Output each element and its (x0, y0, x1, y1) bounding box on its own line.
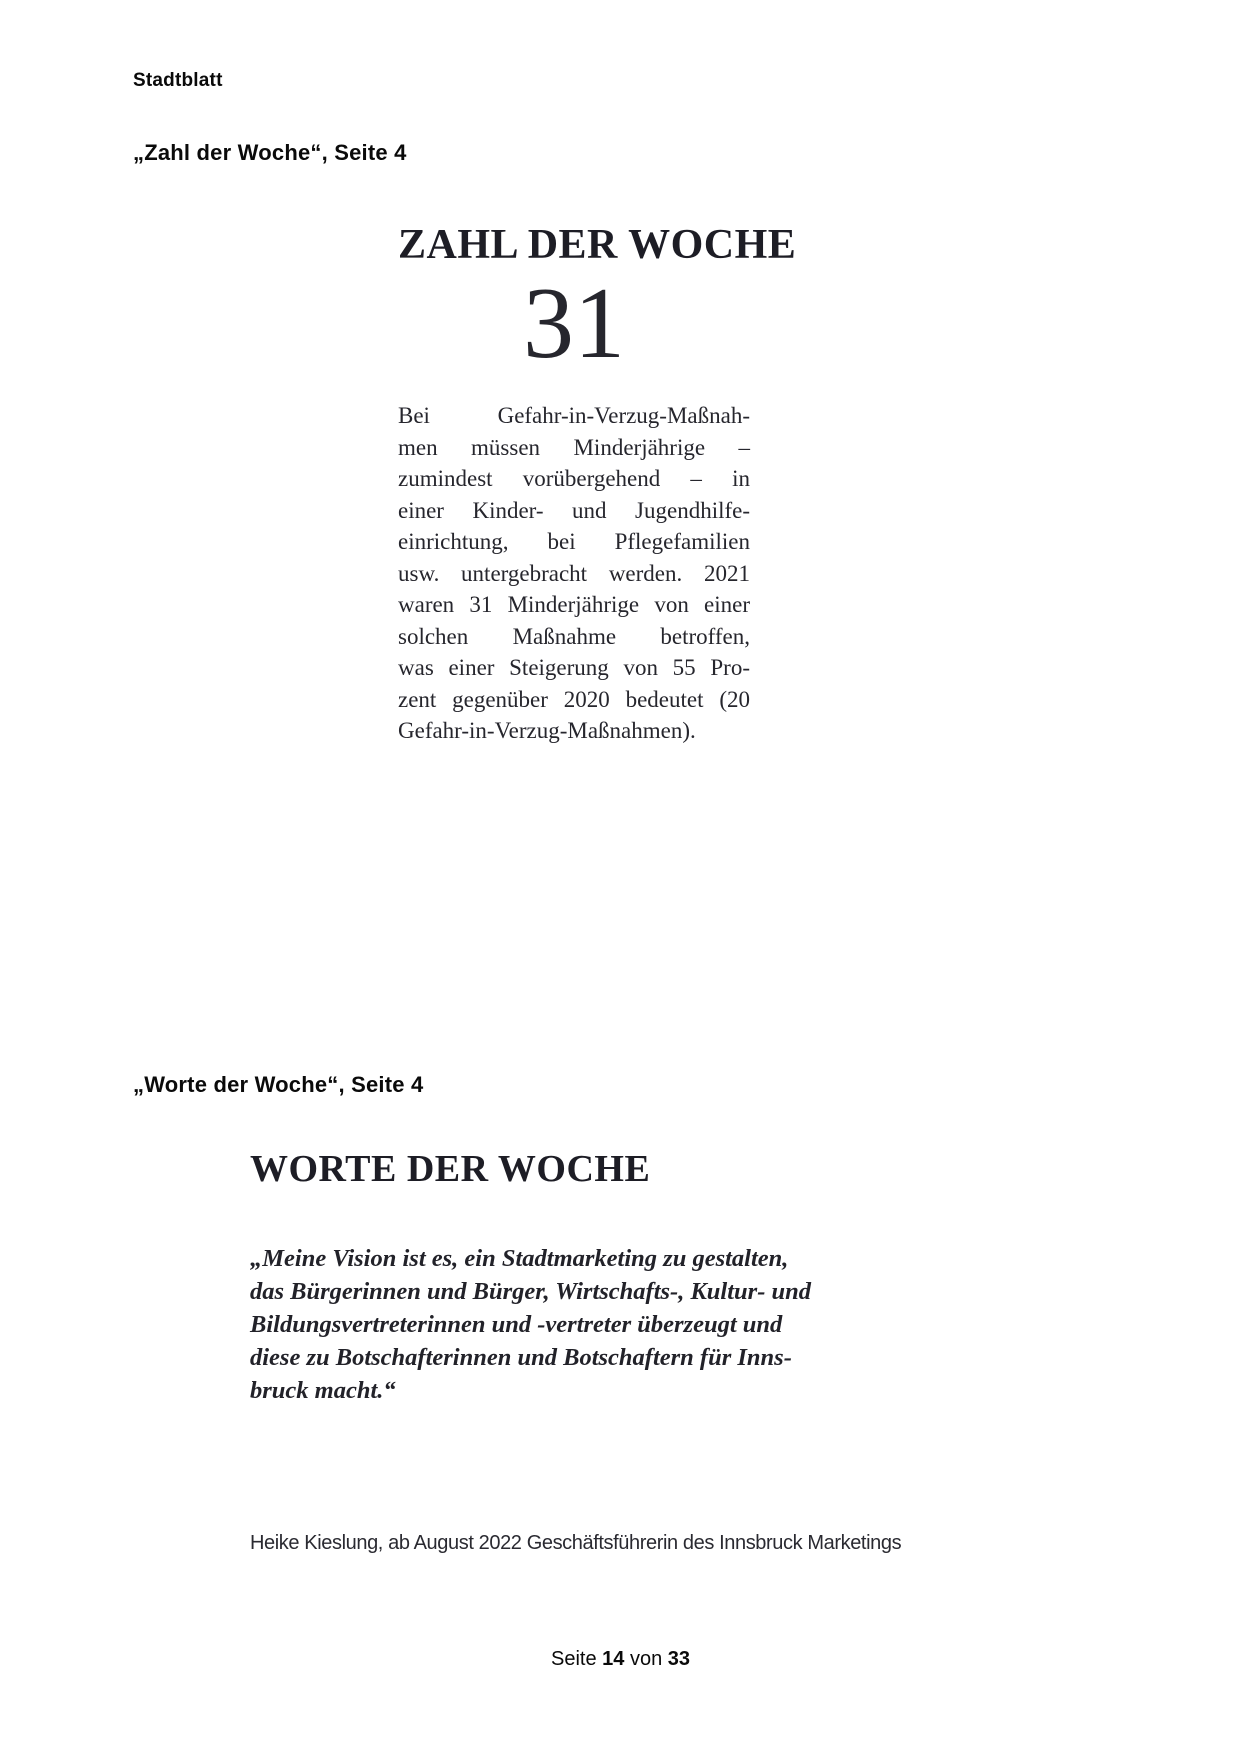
body-line: zumindest vorübergehend – in (398, 466, 750, 491)
article-title: WORTE DER WOCHE (250, 1148, 651, 1190)
quote-line: das Bürgerinnen und Bürger, Wirtschafts-, Kultur- und (250, 1278, 811, 1305)
quote-of-the-week (250, 1242, 870, 1407)
quote-line: bruck macht.“ (250, 1377, 396, 1404)
body-line: Gefahr-in-Verzug-Maßnahmen). (398, 718, 696, 743)
body-line: einer Kinder- und Jugendhilfe- (398, 497, 750, 523)
body-line: usw. untergebracht werden. 2021 (398, 560, 750, 586)
source-label: Stadtblatt (133, 70, 223, 91)
number-of-the-week: 31 (523, 267, 625, 380)
footer-label-of: von (629, 1648, 663, 1670)
article-title: ZAHL DER WOCHE (398, 222, 797, 268)
page-footer (0, 1648, 1241, 1671)
body-line: men müssen Minderjährige – (398, 434, 750, 460)
ref-heading-zahl-der-woche: „Zahl der Woche“, Seite 4 (133, 140, 407, 165)
body-line: zent gegenüber 2020 bedeutet (20 (398, 686, 750, 712)
quote-line: Bildungsvertreterinnen und -vertreter überzeugt und (250, 1311, 783, 1338)
article-body (398, 400, 750, 747)
quote-attribution: Heike Kieslung, ab August 2022 Geschäftsführerin des Innsbruck Marketings (250, 1532, 902, 1554)
ref-heading-worte-der-woche: „Worte der Woche“, Seite 4 (133, 1072, 424, 1097)
quote-line: diese zu Botschafterinnen und Botschaftern für Inns- (250, 1344, 792, 1371)
footer-current-page: 14 (602, 1648, 625, 1670)
footer-label-page: Seite (550, 1648, 597, 1670)
quote-line: „Meine Vision ist es, ein Stadtmarketing zu gestalten, (250, 1245, 789, 1272)
body-line: solchen Maßnahme betroffen, (398, 623, 750, 649)
body-line: was einer Steigerung von 55 Pro- (398, 655, 750, 680)
footer-total-pages: 33 (667, 1648, 691, 1670)
body-line: waren 31 Minderjährige von einer (398, 592, 750, 617)
body-line: einrichtung, bei Pflegefamilien (398, 529, 750, 554)
body-line: Bei Gefahr-in-Verzug-Maßnah- (398, 403, 750, 428)
